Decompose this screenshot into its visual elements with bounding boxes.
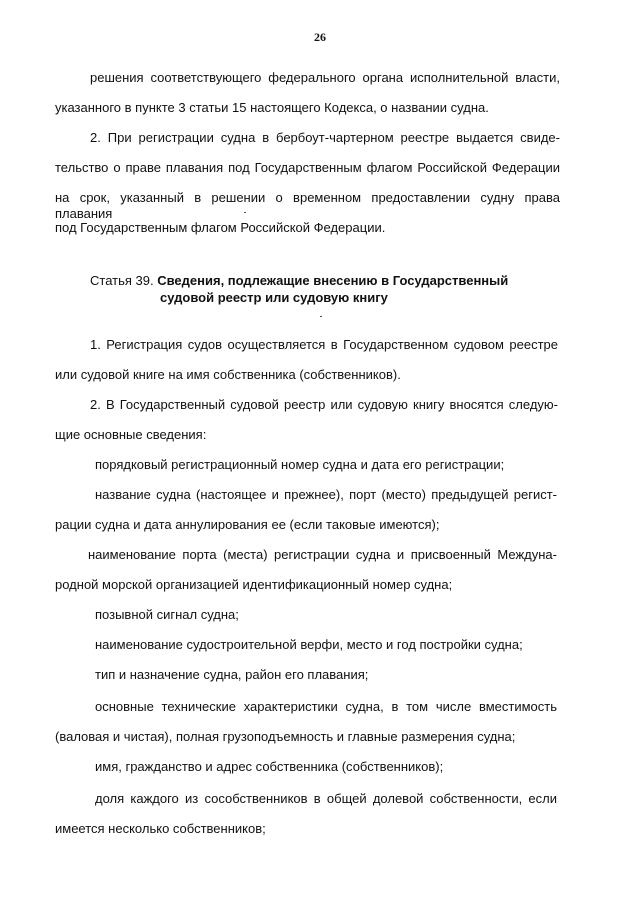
article-paragraph-1-line-1: 1. Регистрация судов осуществляется в Государственном судовом реестре	[90, 337, 558, 352]
article-paragraph-1-line-2: или судовой книге на имя собственника (собственников).	[55, 367, 401, 382]
page-number: 26	[314, 30, 326, 44]
list-item-6-line-1: тип и назначение судна, район его плавания;	[95, 667, 369, 682]
paragraph-1-line-2: указанного в пункте 3 статьи 15 настоящего Кодекса, о названии судна.	[55, 100, 489, 115]
list-item-9-line-2: имеется несколько собственников;	[55, 821, 266, 836]
list-item-8-line-1: имя, гражданство и адрес собственника (собственников);	[95, 759, 444, 774]
scan-speck	[320, 316, 322, 317]
list-item-9-line-1: доля каждого из сособственников в общей долевой собственности, если	[95, 791, 557, 806]
article-paragraph-2-line-1: 2. В Государственный судовой реестр или судовую книгу вносятся следую-	[90, 397, 558, 412]
article-prefix: Статья 39.	[90, 273, 154, 288]
paragraph-1-line-1: решения соответствующего федерального органа исполнительной власти,	[90, 70, 560, 85]
article-paragraph-2-line-2: щие основные сведения:	[55, 427, 207, 442]
list-item-3-line-1: наименование порта (места) регистрации судна и присвоенный Междуна-	[88, 547, 557, 562]
list-item-5-line-1: наименование судостроительной верфи, место и год постройки судна;	[95, 637, 523, 652]
article-title-line-1: Сведения, подлежащие внесению в Государственный	[157, 273, 509, 288]
paragraph-2-line-3: на срок, указанный в решении о временном предоставлении судну права плавания	[55, 190, 560, 221]
list-item-7-line-2: (валовая и чистая), полная грузоподъемность и главные размерения судна;	[55, 729, 516, 744]
article-heading	[90, 273, 508, 289]
paragraph-2-line-2: тельство о праве плавания под Государственным флагом Российской Федерации	[55, 160, 560, 175]
article-title-line-2: судовой реестр или судовую книгу	[160, 290, 388, 305]
list-item-4-line-1: позывной сигнал судна;	[95, 607, 239, 622]
paragraph-2-line-1: 2. При регистрации судна в бербоут-чартерном реестре выдается свиде-	[90, 130, 560, 145]
list-item-2-line-2: рации судна и дата аннулирования ее (если таковые имеются);	[55, 517, 440, 532]
list-item-3-line-2: родной морской организацией идентификационный номер судна;	[55, 577, 453, 592]
list-item-2-line-1: название судна (настоящее и прежнее), порт (место) предыдущей регист-	[95, 487, 557, 502]
list-item-1-line-1: порядковый регистрационный номер судна и дата его регистрации;	[95, 457, 505, 472]
scan-speck	[244, 212, 246, 213]
paragraph-2-line-4: под Государственным флагом Российской Федерации.	[55, 220, 386, 235]
list-item-7-line-1: основные технические характеристики судна, в том числе вместимость	[95, 699, 557, 714]
